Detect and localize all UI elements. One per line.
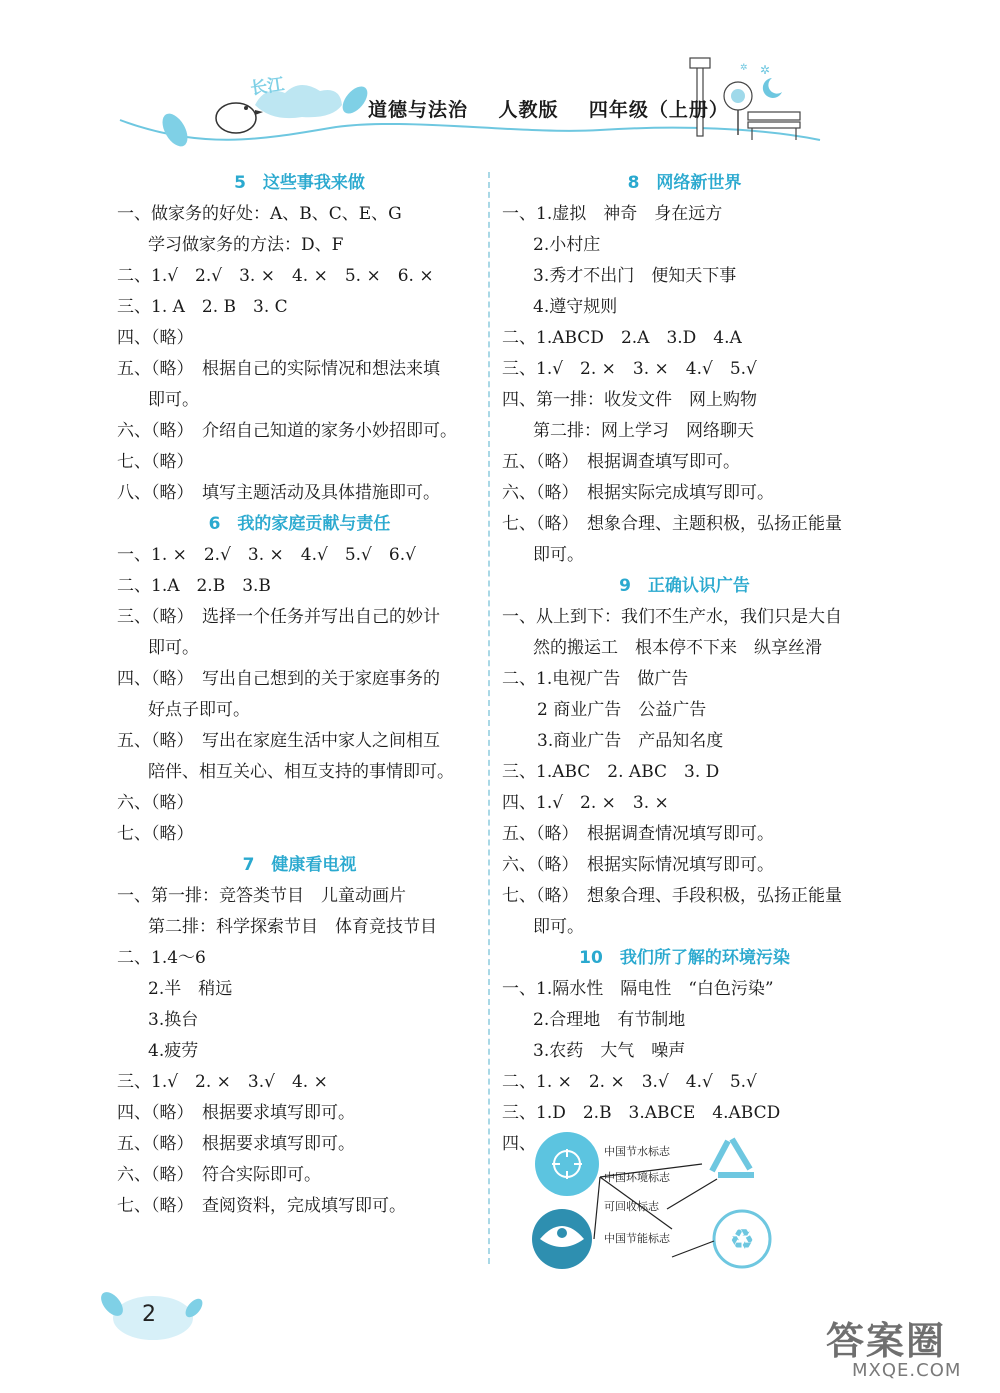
header-decoration [0, 0, 1000, 170]
watermark-cn: 答案圈 [826, 1319, 947, 1363]
answer-line: 3.换台 [148, 1010, 199, 1030]
answer-line: 四、（略） [117, 328, 194, 348]
answer-line: 即可。 [533, 545, 584, 565]
answer-line: 三、1.ABC 2. ABC 3. D [502, 762, 720, 782]
moon-icon [763, 78, 782, 98]
answer-line: 三、1. A 2. B 3. C [117, 297, 288, 317]
answer-line: 七、（略） [117, 452, 194, 472]
answer-line: 三、1.√ 2. × 3. × 4.√ 5.√ [502, 359, 757, 379]
watermark-en: MXQE.COM [852, 1360, 962, 1381]
figure-label-recycle: 可回收标志 [604, 1200, 659, 1213]
answer-line: 三、1.√ 2. × 3.√ 4. × [117, 1072, 328, 1092]
answer-line: 第二排：科学探索节目 体育竞技节目 [148, 917, 437, 937]
symbol-matching-figure [502, 1129, 867, 1279]
answer-line: 一、1.隔水性 隔电性 “白色污染” [502, 979, 774, 999]
answer-line: 六、（略） 根据实际情况填写即可。 [502, 855, 774, 875]
answer-line: 七、（略） 想象合理、主题积极，弘扬正能量 [502, 514, 842, 534]
symbol-matching-svg [502, 1129, 867, 1279]
answer-line: 五、（略） 根据自己的实际情况和想法来填 [117, 359, 440, 379]
answer-line: 2.小村庄 [533, 235, 601, 255]
figure-label-energy: 中国节能标志 [604, 1232, 670, 1245]
answer-line: 然的搬运工 根本停不下来 纵享丝滑 [533, 638, 822, 658]
left-column [117, 168, 482, 1222]
watermark [822, 1310, 992, 1388]
answer-line: 一、第一排：竞答类节目 儿童动画片 [117, 886, 406, 906]
answer-line: 七、（略） 查阅资料，完成填写即可。 [117, 1196, 406, 1216]
svg-text:♻: ♻ [729, 1223, 755, 1256]
answer-line: 三、1.D 2.B 3.ABCE 4.ABCD [502, 1103, 781, 1123]
answer-line: 2 商业广告 公益广告 [537, 700, 707, 720]
section-title: 8 网络新世界 [627, 173, 742, 193]
answer-line: 一、1.虚拟 神奇 身在远方 [502, 204, 723, 224]
answer-line: 2.半 稍远 [148, 979, 233, 999]
section-title: 5 这些事我来做 [234, 173, 365, 193]
answer-line: 二、1. × 2. × 3.√ 4.√ 5.√ [502, 1072, 757, 1092]
answer-line: 七、（略） 想象合理、手段积极，弘扬正能量 [502, 886, 842, 906]
answer-line: 4.遵守规则 [533, 297, 618, 317]
answer-line: 3.商业广告 产品知名度 [537, 731, 724, 751]
answer-line: 即可。 [533, 917, 584, 937]
answer-line: 六、（略） 符合实际即可。 [117, 1165, 321, 1185]
environment-symbol-icon [532, 1209, 592, 1269]
answer-line: 六、（略） [117, 793, 194, 813]
answer-line: 学习做家务的方法：D、F [148, 235, 344, 255]
bird-icon [216, 103, 263, 133]
answer-line: 4.疲劳 [148, 1041, 199, 1061]
answer-line: 八、（略） 填写主题活动及具体措施即可。 [117, 483, 440, 503]
answer-line: 三、（略） 选择一个任务并写出自己的妙计 [117, 607, 440, 627]
header-title: 道德与法治 人教版 四年级（上册） [368, 99, 729, 121]
section-title: 10 我们所了解的环境污染 [579, 948, 790, 968]
leaf-icon [157, 109, 192, 150]
answer-line: 五、（略） 写出在家庭生活中家人之间相互 [117, 731, 440, 751]
right-column-lines [502, 168, 867, 1129]
answer-line: 第二排：网上学习 网络聊天 [533, 421, 754, 441]
answer-line: 好点子即可。 [148, 700, 250, 720]
answer-line: 二、1.A 2.B 3.B [117, 576, 271, 596]
answer-line: 五、（略） 根据要求填写即可。 [117, 1134, 355, 1154]
answer-line: 即可。 [148, 638, 199, 658]
answer-line: 二、1.ABCD 2.A 3.D 4.A [502, 328, 742, 348]
answer-line: 即可。 [148, 390, 199, 410]
answer-line: 七、（略） [117, 824, 194, 844]
star-icon: ✲ [740, 63, 748, 73]
answer-line: 二、1.电视广告 做广告 [502, 669, 689, 689]
answer-line: 陪伴、相互关心、相互支持的事情即可。 [148, 762, 454, 782]
page-header [0, 0, 1000, 170]
page-number: 2 [142, 1302, 156, 1327]
answer-line: 2.合理地 有节制地 [533, 1010, 686, 1030]
section-title: 6 我的家庭贡献与责任 [208, 514, 391, 534]
answer-line: 六、（略） 根据实际完成填写即可。 [502, 483, 774, 503]
column-divider [488, 172, 490, 1264]
answer-line: 五、（略） 根据调查填写即可。 [502, 452, 740, 472]
answer-line: 四、1.√ 2. × 3. × [502, 793, 669, 813]
answer-line: 四、（略） 写出自己想到的关于家庭事务的 [117, 669, 440, 689]
answer-line: 一、1. × 2.√ 3. × 4.√ 5.√ 6.√ [117, 545, 416, 565]
figure-label-environment: 中国环境标志 [604, 1171, 670, 1184]
answer-line: 一、从上到下：我们不生产水，我们只是大自 [502, 607, 842, 627]
answer-line: 四、第一排：收发文件 网上购物 [502, 390, 757, 410]
answer-line: 3.农药 大气 噪声 [533, 1041, 686, 1061]
figure-label-water: 中国节水标志 [604, 1145, 670, 1158]
section-title: 7 健康看电视 [242, 855, 357, 875]
energy-saving-symbol-icon [714, 1211, 770, 1267]
answer-line: 五、（略） 根据调查情况填写即可。 [502, 824, 774, 844]
figure-question-prefix: 四、 [502, 1134, 536, 1154]
answer-line: 二、1.√ 2.√ 3. × 4. × 5. × 6. × [117, 266, 434, 286]
star-icon: ✲ [760, 63, 771, 77]
answer-line: 二、1.4～6 [117, 948, 206, 968]
section-title: 9 正确认识广告 [619, 576, 750, 596]
answer-line: 四、（略） 根据要求填写即可。 [117, 1103, 355, 1123]
brand-logo-text: 长江 [249, 74, 286, 100]
water-saving-symbol-icon [535, 1132, 599, 1196]
recycle-symbol-icon [712, 1139, 754, 1175]
answer-line: 3.秀才不出门 便知天下事 [533, 266, 737, 286]
right-column [502, 168, 867, 1279]
answer-line: 一、做家务的好处：A、B、C、E、G [117, 204, 402, 224]
answer-line: 六、（略） 介绍自己知道的家务小妙招即可。 [117, 421, 457, 441]
